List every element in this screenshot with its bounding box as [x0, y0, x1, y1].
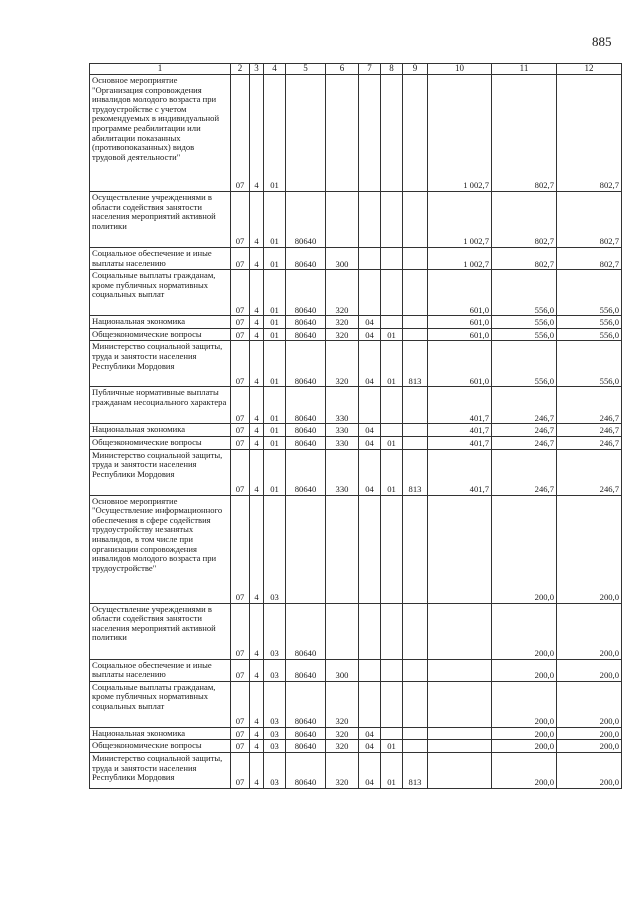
- cell-col-5: 80640: [286, 740, 326, 753]
- row-description: Общеэкономические вопросы: [90, 436, 231, 449]
- cell-col-5: 80640: [286, 659, 326, 681]
- column-header-12: 12: [557, 64, 622, 75]
- cell-col-2: 07: [231, 192, 250, 248]
- cell-col-9: [403, 328, 428, 341]
- cell-col-5: 80640: [286, 424, 326, 437]
- cell-col-7: 04: [359, 727, 381, 740]
- cell-col-8: [381, 727, 403, 740]
- cell-col-7: 04: [359, 449, 381, 495]
- cell-col-6: 320: [326, 341, 359, 387]
- cell-col-4: 01: [264, 341, 286, 387]
- cell-col-6: 320: [326, 316, 359, 329]
- cell-col-4: 03: [264, 603, 286, 659]
- cell-col-11: 200,0: [492, 495, 557, 603]
- cell-col-6: 320: [326, 328, 359, 341]
- cell-col-8: [381, 387, 403, 424]
- table-row: [90, 248, 622, 270]
- column-header-6: 6: [326, 64, 359, 75]
- cell-col-12: 246,7: [557, 387, 622, 424]
- row-description: Основное мероприятие "Осуществление информационного обеспечения в сфере содействия трудоустройству незанятых инвалидов, в том числе при организации сопровождения инвалидов молодого возраста при трудоустройстве": [90, 495, 231, 603]
- row-description: Осуществление учреждениями в области содействия занятости населения мероприятий активной политики: [90, 192, 231, 248]
- cell-col-4: 01: [264, 436, 286, 449]
- cell-col-7: [359, 659, 381, 681]
- cell-col-11: 200,0: [492, 727, 557, 740]
- cell-col-3: 4: [250, 387, 264, 424]
- cell-col-12: 200,0: [557, 752, 622, 788]
- column-header-1: 1: [90, 64, 231, 75]
- cell-col-3: 4: [250, 270, 264, 316]
- cell-col-12: 802,7: [557, 248, 622, 270]
- cell-col-11: 246,7: [492, 436, 557, 449]
- column-header-2: 2: [231, 64, 250, 75]
- table-row: [90, 449, 622, 495]
- cell-col-10: 601,0: [428, 341, 492, 387]
- cell-col-11: 246,7: [492, 449, 557, 495]
- cell-col-5: [286, 495, 326, 603]
- cell-col-11: 200,0: [492, 740, 557, 753]
- cell-col-2: 07: [231, 316, 250, 329]
- cell-col-8: [381, 192, 403, 248]
- cell-col-8: [381, 603, 403, 659]
- cell-col-4: 01: [264, 449, 286, 495]
- table-row: [90, 681, 622, 727]
- cell-col-2: 07: [231, 727, 250, 740]
- cell-col-5: 80640: [286, 328, 326, 341]
- cell-col-4: 03: [264, 752, 286, 788]
- cell-col-8: 01: [381, 752, 403, 788]
- cell-col-3: 4: [250, 248, 264, 270]
- row-description: Социальное обеспечение и иные выплаты населению: [90, 659, 231, 681]
- cell-col-12: 200,0: [557, 495, 622, 603]
- cell-col-5: 80640: [286, 270, 326, 316]
- cell-col-6: [326, 75, 359, 192]
- cell-col-2: 07: [231, 449, 250, 495]
- cell-col-10: 401,7: [428, 436, 492, 449]
- cell-col-8: 01: [381, 449, 403, 495]
- cell-col-5: [286, 75, 326, 192]
- cell-col-10: 1 002,7: [428, 248, 492, 270]
- cell-col-12: 200,0: [557, 740, 622, 753]
- cell-col-4: 03: [264, 495, 286, 603]
- cell-col-11: 246,7: [492, 424, 557, 437]
- cell-col-5: 80640: [286, 436, 326, 449]
- table-body: [90, 75, 622, 789]
- cell-col-6: [326, 495, 359, 603]
- cell-col-7: 04: [359, 341, 381, 387]
- cell-col-6: 330: [326, 387, 359, 424]
- cell-col-2: 07: [231, 424, 250, 437]
- column-header-7: 7: [359, 64, 381, 75]
- cell-col-7: 04: [359, 424, 381, 437]
- cell-col-10: [428, 752, 492, 788]
- cell-col-4: 03: [264, 681, 286, 727]
- cell-col-8: 01: [381, 341, 403, 387]
- cell-col-3: 4: [250, 603, 264, 659]
- table-row: [90, 603, 622, 659]
- cell-col-7: 04: [359, 436, 381, 449]
- cell-col-2: 07: [231, 603, 250, 659]
- row-description: Социальные выплаты гражданам, кроме публичных нормативных социальных выплат: [90, 681, 231, 727]
- row-description: Общеэкономические вопросы: [90, 740, 231, 753]
- cell-col-6: 320: [326, 740, 359, 753]
- cell-col-4: 03: [264, 727, 286, 740]
- table-row: [90, 328, 622, 341]
- table-row: [90, 316, 622, 329]
- cell-col-7: [359, 495, 381, 603]
- row-description: Национальная экономика: [90, 727, 231, 740]
- cell-col-12: 556,0: [557, 270, 622, 316]
- cell-col-2: 07: [231, 659, 250, 681]
- cell-col-5: 80640: [286, 192, 326, 248]
- cell-col-10: [428, 740, 492, 753]
- cell-col-9: [403, 316, 428, 329]
- cell-col-11: 200,0: [492, 752, 557, 788]
- cell-col-4: 01: [264, 328, 286, 341]
- cell-col-4: 01: [264, 316, 286, 329]
- cell-col-10: [428, 659, 492, 681]
- cell-col-6: 330: [326, 449, 359, 495]
- cell-col-7: [359, 75, 381, 192]
- cell-col-11: 200,0: [492, 681, 557, 727]
- table-row: [90, 192, 622, 248]
- cell-col-12: 200,0: [557, 659, 622, 681]
- row-description: Социальные выплаты гражданам, кроме публичных нормативных социальных выплат: [90, 270, 231, 316]
- cell-col-6: 300: [326, 248, 359, 270]
- cell-col-5: 80640: [286, 727, 326, 740]
- cell-col-12: 556,0: [557, 341, 622, 387]
- cell-col-2: 07: [231, 328, 250, 341]
- table-row: [90, 495, 622, 603]
- cell-col-9: [403, 270, 428, 316]
- cell-col-3: 4: [250, 436, 264, 449]
- column-header-11: 11: [492, 64, 557, 75]
- cell-col-7: 04: [359, 752, 381, 788]
- cell-col-12: 200,0: [557, 603, 622, 659]
- cell-col-4: 01: [264, 248, 286, 270]
- row-description: Основное мероприятие "Организация сопровождения инвалидов молодого возраста при трудоустройстве с учетом рекомендуемых в индивидуальной программе реабилитации или абилитации показанных (противопоказанных) видов трудовой деятельности": [90, 75, 231, 192]
- cell-col-3: 4: [250, 752, 264, 788]
- cell-col-8: 01: [381, 436, 403, 449]
- cell-col-5: 80640: [286, 316, 326, 329]
- cell-col-8: [381, 316, 403, 329]
- cell-col-4: 01: [264, 387, 286, 424]
- page-number: 885: [592, 34, 612, 49]
- cell-col-10: [428, 681, 492, 727]
- column-header-4: 4: [264, 64, 286, 75]
- cell-col-8: [381, 248, 403, 270]
- cell-col-2: 07: [231, 740, 250, 753]
- cell-col-7: [359, 603, 381, 659]
- cell-col-2: 07: [231, 436, 250, 449]
- row-description: Национальная экономика: [90, 424, 231, 437]
- row-description: Национальная экономика: [90, 316, 231, 329]
- cell-col-7: [359, 270, 381, 316]
- cell-col-12: 802,7: [557, 192, 622, 248]
- cell-col-11: 556,0: [492, 270, 557, 316]
- cell-col-7: 04: [359, 328, 381, 341]
- cell-col-12: 556,0: [557, 328, 622, 341]
- budget-table: [89, 63, 622, 789]
- table-row: [90, 424, 622, 437]
- cell-col-8: 01: [381, 740, 403, 753]
- cell-col-2: 07: [231, 270, 250, 316]
- cell-col-2: 07: [231, 495, 250, 603]
- cell-col-10: [428, 495, 492, 603]
- cell-col-6: 320: [326, 270, 359, 316]
- cell-col-9: [403, 659, 428, 681]
- cell-col-9: [403, 248, 428, 270]
- cell-col-3: 4: [250, 727, 264, 740]
- cell-col-4: 01: [264, 270, 286, 316]
- column-header-10: 10: [428, 64, 492, 75]
- cell-col-11: 802,7: [492, 192, 557, 248]
- column-header-5: 5: [286, 64, 326, 75]
- cell-col-10: 1 002,7: [428, 75, 492, 192]
- cell-col-12: 556,0: [557, 316, 622, 329]
- cell-col-3: 4: [250, 681, 264, 727]
- cell-col-10: 601,0: [428, 270, 492, 316]
- cell-col-8: [381, 270, 403, 316]
- cell-col-5: 80640: [286, 603, 326, 659]
- column-header-3: 3: [250, 64, 264, 75]
- cell-col-9: [403, 192, 428, 248]
- cell-col-12: 246,7: [557, 424, 622, 437]
- cell-col-11: 200,0: [492, 659, 557, 681]
- row-description: Министерство социальной защиты, труда и занятости населения Республики Мордовия: [90, 752, 231, 788]
- cell-col-4: 01: [264, 424, 286, 437]
- cell-col-9: [403, 75, 428, 192]
- cell-col-11: 556,0: [492, 316, 557, 329]
- cell-col-11: 802,7: [492, 75, 557, 192]
- cell-col-4: 01: [264, 192, 286, 248]
- cell-col-3: 4: [250, 75, 264, 192]
- cell-col-2: 07: [231, 248, 250, 270]
- row-description: Публичные нормативные выплаты гражданам несоциального характера: [90, 387, 231, 424]
- cell-col-9: 813: [403, 449, 428, 495]
- cell-col-11: 200,0: [492, 603, 557, 659]
- cell-col-5: 80640: [286, 449, 326, 495]
- cell-col-6: [326, 603, 359, 659]
- cell-col-3: 4: [250, 449, 264, 495]
- cell-col-3: 4: [250, 424, 264, 437]
- cell-col-9: [403, 727, 428, 740]
- table-row: [90, 387, 622, 424]
- cell-col-5: 80640: [286, 752, 326, 788]
- cell-col-3: 4: [250, 495, 264, 603]
- cell-col-2: 07: [231, 341, 250, 387]
- row-description: Осуществление учреждениями в области содействия занятости населения мероприятий активной политики: [90, 603, 231, 659]
- table-row: [90, 341, 622, 387]
- row-description: Социальное обеспечение и иные выплаты населению: [90, 248, 231, 270]
- cell-col-4: 03: [264, 740, 286, 753]
- cell-col-8: [381, 424, 403, 437]
- cell-col-10: 601,0: [428, 328, 492, 341]
- table-row: [90, 436, 622, 449]
- cell-col-9: [403, 681, 428, 727]
- cell-col-4: 03: [264, 659, 286, 681]
- cell-col-10: [428, 727, 492, 740]
- cell-col-5: 80640: [286, 387, 326, 424]
- row-description: Министерство социальной защиты, труда и занятости населения Республики Мордовия: [90, 341, 231, 387]
- cell-col-6: 300: [326, 659, 359, 681]
- cell-col-7: [359, 681, 381, 727]
- cell-col-3: 4: [250, 328, 264, 341]
- cell-col-11: 556,0: [492, 341, 557, 387]
- cell-col-6: 320: [326, 752, 359, 788]
- cell-col-9: [403, 387, 428, 424]
- cell-col-9: [403, 436, 428, 449]
- cell-col-12: 200,0: [557, 727, 622, 740]
- cell-col-2: 07: [231, 387, 250, 424]
- cell-col-3: 4: [250, 659, 264, 681]
- cell-col-7: [359, 248, 381, 270]
- cell-col-11: 246,7: [492, 387, 557, 424]
- cell-col-7: [359, 387, 381, 424]
- cell-col-11: 802,7: [492, 248, 557, 270]
- cell-col-12: 246,7: [557, 449, 622, 495]
- cell-col-9: [403, 603, 428, 659]
- table-row: [90, 659, 622, 681]
- cell-col-9: [403, 424, 428, 437]
- cell-col-7: 04: [359, 740, 381, 753]
- row-description: Министерство социальной защиты, труда и занятости населения Республики Мордовия: [90, 449, 231, 495]
- cell-col-12: 246,7: [557, 436, 622, 449]
- cell-col-9: 813: [403, 752, 428, 788]
- cell-col-2: 07: [231, 681, 250, 727]
- table-row: [90, 75, 622, 192]
- cell-col-10: 401,7: [428, 424, 492, 437]
- cell-col-3: 4: [250, 341, 264, 387]
- cell-col-6: 330: [326, 436, 359, 449]
- cell-col-3: 4: [250, 316, 264, 329]
- cell-col-3: 4: [250, 740, 264, 753]
- table-header: [90, 64, 622, 75]
- cell-col-7: 04: [359, 316, 381, 329]
- cell-col-6: 320: [326, 681, 359, 727]
- cell-col-11: 556,0: [492, 328, 557, 341]
- cell-col-7: [359, 192, 381, 248]
- cell-col-9: [403, 740, 428, 753]
- cell-col-8: 01: [381, 328, 403, 341]
- cell-col-6: [326, 192, 359, 248]
- cell-col-12: 802,7: [557, 75, 622, 192]
- cell-col-6: 320: [326, 727, 359, 740]
- cell-col-3: 4: [250, 192, 264, 248]
- header-row: [90, 64, 622, 75]
- cell-col-10: 601,0: [428, 316, 492, 329]
- cell-col-10: 401,7: [428, 387, 492, 424]
- cell-col-8: [381, 681, 403, 727]
- cell-col-9: [403, 495, 428, 603]
- cell-col-8: [381, 75, 403, 192]
- table-row: [90, 740, 622, 753]
- cell-col-10: 401,7: [428, 449, 492, 495]
- cell-col-5: 80640: [286, 341, 326, 387]
- row-description: Общеэкономические вопросы: [90, 328, 231, 341]
- cell-col-12: 200,0: [557, 681, 622, 727]
- cell-col-9: 813: [403, 341, 428, 387]
- column-header-9: 9: [403, 64, 428, 75]
- table-row: [90, 727, 622, 740]
- table-row: [90, 752, 622, 788]
- cell-col-8: [381, 659, 403, 681]
- cell-col-2: 07: [231, 75, 250, 192]
- column-header-8: 8: [381, 64, 403, 75]
- cell-col-6: 330: [326, 424, 359, 437]
- cell-col-2: 07: [231, 752, 250, 788]
- cell-col-10: [428, 603, 492, 659]
- cell-col-10: 1 002,7: [428, 192, 492, 248]
- cell-col-5: 80640: [286, 248, 326, 270]
- cell-col-5: 80640: [286, 681, 326, 727]
- table-row: [90, 270, 622, 316]
- cell-col-8: [381, 495, 403, 603]
- cell-col-4: 01: [264, 75, 286, 192]
